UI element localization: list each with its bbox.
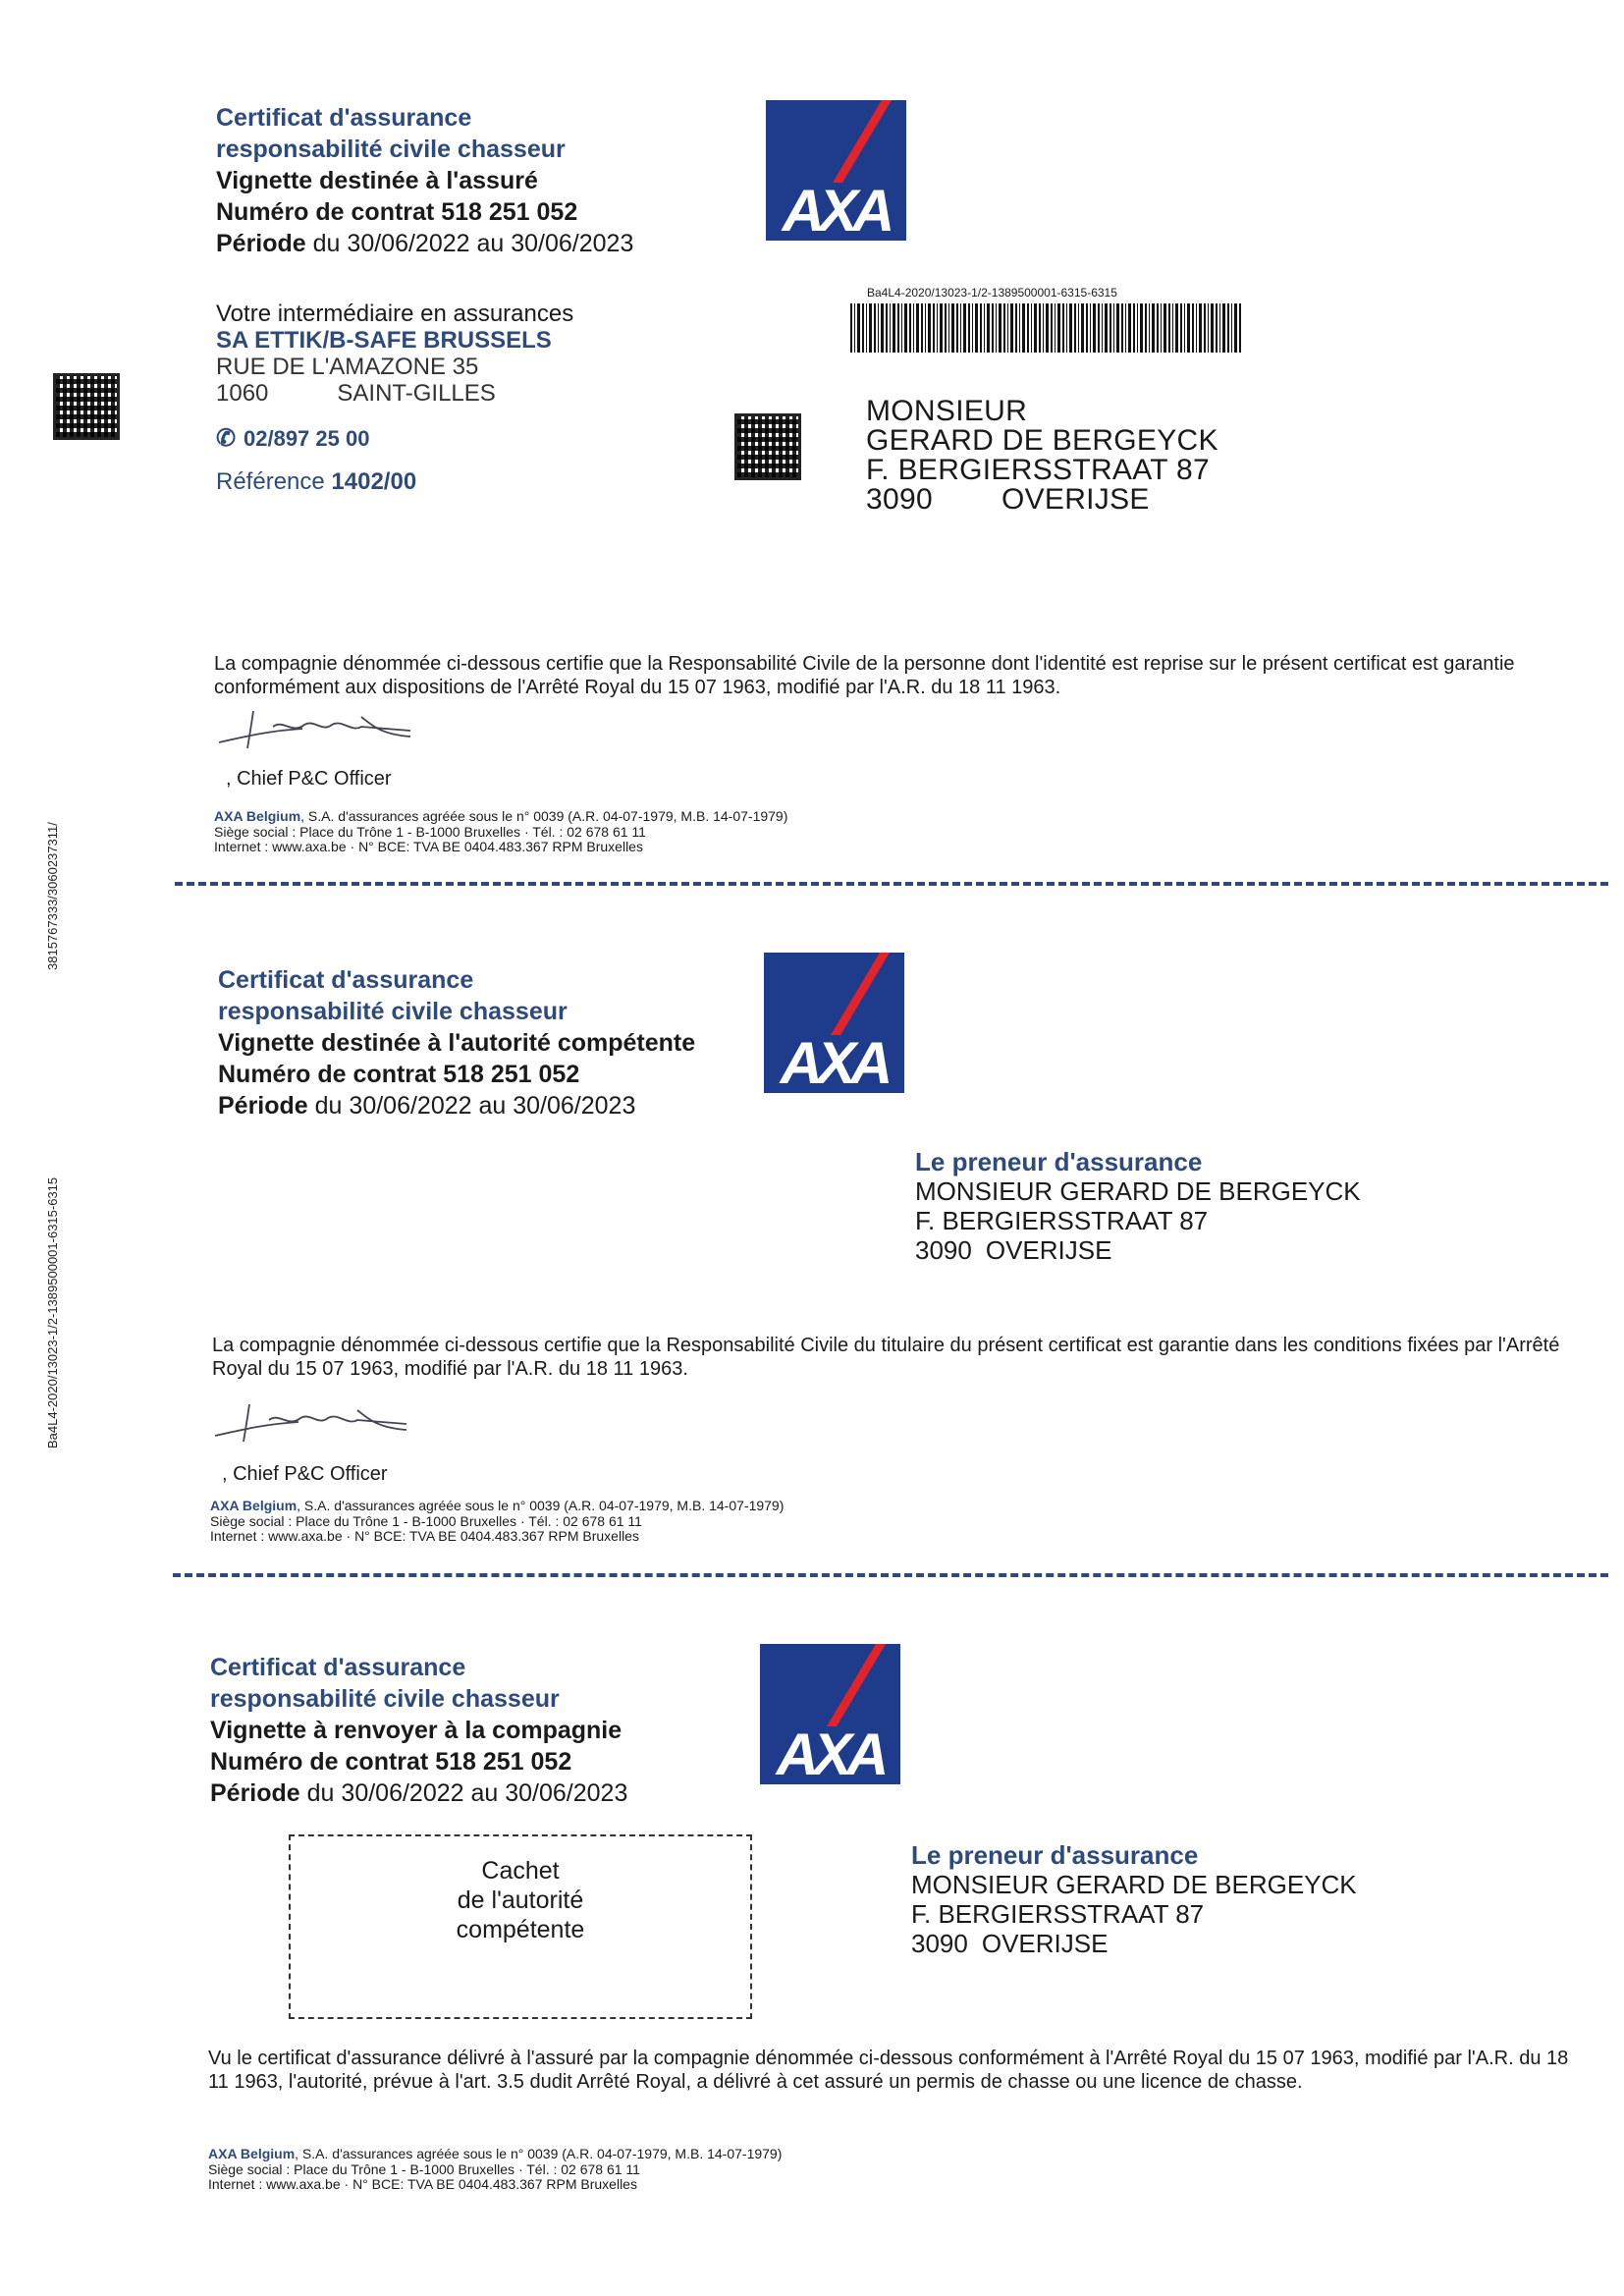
period-value: du 30/06/2022 au 30/06/2023: [312, 230, 634, 257]
axa-logo-icon: [760, 1644, 900, 1784]
contract-label: Numéro de contrat: [210, 1748, 429, 1776]
qr-code-address: [734, 413, 801, 480]
company-name: AXA Belgium: [210, 1498, 298, 1513]
recipient-line: MONSIEUR: [866, 395, 1028, 427]
policyholder-street: F. BERGIERSSTRAAT 87: [915, 1206, 1209, 1235]
signature-graphic: [214, 705, 430, 754]
svg-text:AXA: AXA: [782, 178, 890, 241]
authority-statement: Vu le certificat d'assurance délivré à l'assuré par la compagnie dénommée ci-dessous conformément à l'Arrêté Royal du 15 07 1963, modifié par l'A.R. du 18 11 1963, l'autorité, prévue à l'art. 3.5 dudit Arrêté Royal, a délivré à cet assuré un permis de chasse ou une licence de chasse.: [208, 2048, 1569, 2093]
intermediary-city: SAINT-GILLES: [337, 380, 496, 407]
policyholder-name: MONSIEUR GERARD DE BERGEYCK: [915, 1176, 1361, 1206]
certificate-subtitle: responsabilité civile chasseur: [218, 998, 568, 1025]
intermediary-block: [216, 301, 573, 496]
intermediary-label: Votre intermédiaire en assurances: [216, 301, 574, 327]
contract-label: Numéro de contrat: [216, 198, 435, 226]
policyholder-block: [915, 1147, 1361, 1265]
section2-header: [218, 964, 695, 1121]
policyholder-label: Le preneur d'assurance: [911, 1840, 1199, 1870]
barcode: [850, 303, 1243, 353]
phone-icon: ✆: [216, 425, 237, 452]
axa-logo: [760, 1644, 900, 1784]
company-line1: , S.A. d'assurances agréée sous le n° 0039 (A.R. 04-07-1979, M.B. 14-07-1979): [297, 1498, 785, 1513]
intermediary-zip: 1060: [216, 380, 269, 407]
certificate-title: Certificat d'assurance: [210, 1654, 466, 1681]
period-label: Période: [210, 1779, 300, 1807]
vignette-label: Vignette destinée à l'assuré: [216, 167, 538, 194]
company-line3: Internet : www.axa.be · N° BCE: TVA BE 0404.483.367 RPM Bruxelles: [210, 1528, 639, 1544]
policyholder-city: OVERIJSE: [985, 1235, 1112, 1265]
company-name: AXA Belgium: [214, 808, 301, 824]
qr-code-left: [53, 373, 120, 440]
recipient-zip: 3090: [866, 483, 933, 516]
period-label: Période: [218, 1092, 308, 1120]
phone-number: 02/897 25 00: [244, 425, 370, 451]
recipient-line: F. BERGIERSSTRAAT 87: [866, 454, 1210, 486]
side-code-bottom: Ba4L4-2020/13023-1/2-1389500001-6315-6315: [45, 1176, 60, 1449]
cut-line: [173, 1573, 1608, 1577]
phone-row: [216, 424, 573, 453]
policyholder-zip: 3090: [915, 1235, 972, 1265]
signature-graphic: [210, 1398, 426, 1448]
recipient-city: OVERIJSE: [1001, 483, 1150, 516]
cut-line: [175, 882, 1608, 886]
period-value: du 30/06/2022 au 30/06/2023: [306, 1779, 628, 1807]
certificate-statement: La compagnie dénommée ci-dessous certifie que la Responsabilité Civile de la personne dont l'identité est reprise sur le présent certificat est garantie conformément aux dispositions de l'Arrêté Royal du 15 07 1963, modifié par l'A.R. du 18 11 1963.: [214, 653, 1515, 698]
company-line2: Siège social : Place du Trône 1 - B-1000 Bruxelles · Tél. : 02 678 61 11: [208, 2160, 640, 2177]
stamp-caption: [291, 1856, 750, 1944]
company-line2: Siège social : Place du Trône 1 - B-1000 Bruxelles · Tél. : 02 678 61 11: [210, 1512, 642, 1529]
company-name: AXA Belgium: [208, 2146, 296, 2161]
axa-logo-icon: [766, 100, 906, 241]
company-line1: , S.A. d'assurances agréée sous le n° 0039 (A.R. 04-07-1979, M.B. 14-07-1979): [300, 808, 788, 824]
policyholder-block: [911, 1840, 1357, 1958]
company-line3: Internet : www.axa.be · N° BCE: TVA BE 0404.483.367 RPM Bruxelles: [214, 839, 643, 854]
svg-text:AXA: AXA: [776, 1722, 884, 1784]
company-footer: [208, 2147, 782, 2193]
signatory: , Chief P&C Officer: [226, 768, 392, 790]
section3-header: [210, 1652, 627, 1809]
vignette-label: Vignette destinée à l'autorité compétente: [218, 1029, 696, 1057]
policyholder-city: OVERIJSE: [981, 1929, 1109, 1958]
policyholder-zip: 3090: [911, 1929, 968, 1958]
company-footer: [214, 809, 787, 855]
intermediary-street: RUE DE L'AMAZONE 35: [216, 354, 479, 380]
barcode-caption: Ba4L4-2020/13023-1/2-1389500001-6315-6315: [867, 286, 1117, 300]
policyholder-name: MONSIEUR GERARD DE BERGEYCK: [911, 1870, 1357, 1899]
authority-stamp-box: [289, 1834, 752, 2019]
axa-logo: [766, 100, 906, 241]
side-code-top: 3815767333/3060237311/: [45, 822, 60, 970]
signatory: , Chief P&C Officer: [222, 1463, 388, 1485]
company-footer: [210, 1499, 784, 1545]
stamp-line: compétente: [456, 1916, 585, 1943]
company-line2: Siège social : Place du Trône 1 - B-1000 Bruxelles · Tél. : 02 678 61 11: [214, 823, 646, 840]
stamp-line: Cachet: [481, 1857, 560, 1885]
contract-number: 518 251 052: [435, 1748, 572, 1776]
stamp-line: de l'autorité: [457, 1886, 584, 1914]
axa-logo: [764, 953, 904, 1093]
contract-number: 518 251 052: [443, 1061, 580, 1088]
certificate-subtitle: responsabilité civile chasseur: [210, 1685, 560, 1713]
company-line3: Internet : www.axa.be · N° BCE: TVA BE 0404.483.367 RPM Bruxelles: [208, 2176, 637, 2192]
axa-logo-icon: [764, 953, 904, 1093]
certificate-subtitle: responsabilité civile chasseur: [216, 136, 566, 163]
recipient-address: [866, 397, 1218, 515]
policyholder-street: F. BERGIERSSTRAAT 87: [911, 1899, 1205, 1929]
reference-value: 1402/00: [331, 468, 417, 495]
section1-header: [216, 102, 633, 259]
svg-text:AXA: AXA: [780, 1030, 888, 1093]
certificate-statement: La compagnie dénommée ci-dessous certifie que la Responsabilité Civile du titulaire du présent certificat est garantie dans les conditions fixées par l'Arrêté Royal du 15 07 1963, modifié par l'A.R. du 18 11 1963.: [212, 1335, 1560, 1380]
intermediary-name: SA ETTIK/B-SAFE BRUSSELS: [216, 327, 552, 354]
contract-number: 518 251 052: [441, 198, 578, 226]
vignette-label: Vignette à renvoyer à la compagnie: [210, 1717, 623, 1744]
certificate-title: Certificat d'assurance: [218, 966, 474, 994]
reference-row: [216, 468, 573, 496]
company-line1: , S.A. d'assurances agréée sous le n° 0039 (A.R. 04-07-1979, M.B. 14-07-1979): [295, 2146, 783, 2161]
reference-label: Référence: [216, 468, 325, 495]
contract-label: Numéro de contrat: [218, 1061, 437, 1088]
certificate-title: Certificat d'assurance: [216, 104, 472, 132]
period-value: du 30/06/2022 au 30/06/2023: [314, 1092, 636, 1120]
policyholder-label: Le preneur d'assurance: [915, 1147, 1203, 1176]
period-label: Période: [216, 230, 306, 257]
recipient-line: GERARD DE BERGEYCK: [866, 424, 1218, 457]
